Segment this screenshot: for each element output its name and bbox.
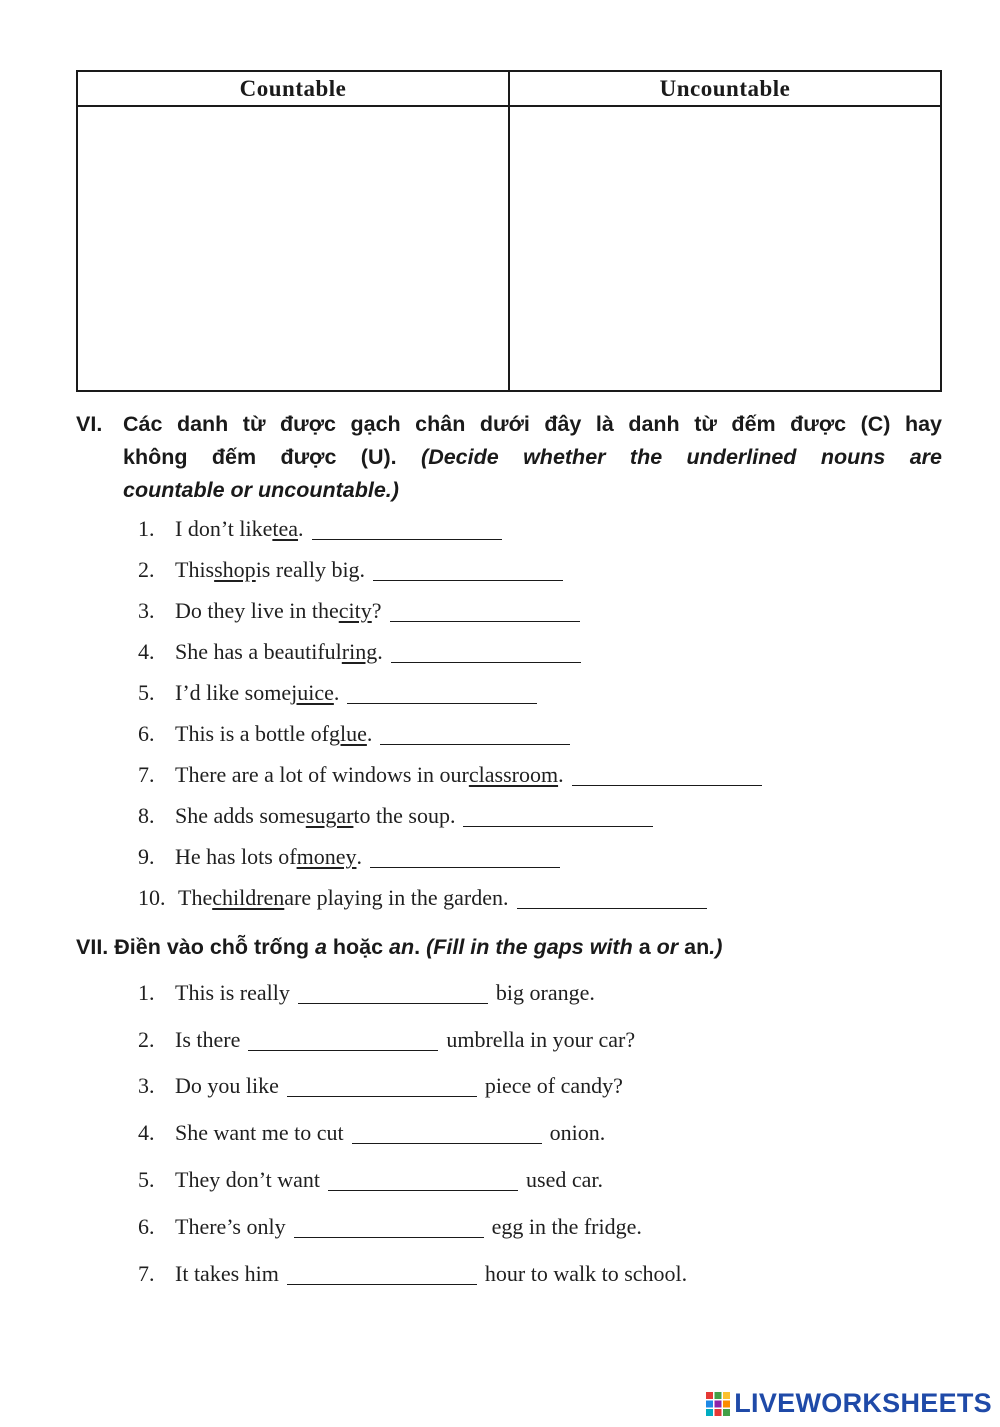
section-vii-english-an: an [684,935,710,959]
section-vii-prefix: Điền vào chỗ trống [114,935,315,959]
vii-item-6 [138,1213,642,1241]
answer-blank[interactable] [517,888,707,909]
answer-blank[interactable] [373,560,563,581]
answer-blank[interactable] [391,642,581,663]
sentence-before: This is really [175,980,290,1005]
sentence-before: This is a bottle of [175,721,329,746]
sorting-table [76,70,942,392]
countable-column [78,72,508,390]
vi-item-8 [138,802,653,830]
item-number: 8. [138,803,155,828]
sentence-after: onion. [549,1120,606,1145]
item-number: 1. [138,980,155,1005]
answer-blank[interactable] [312,519,502,540]
item-number: 2. [138,557,155,582]
sentence-after: ? [371,598,382,623]
sentence-after: . [366,721,373,746]
sentence-before: There are a lot of windows in our [175,762,469,787]
underlined-noun: sugar [305,803,354,828]
section-vi-line-1: Các danh từ được gạch chân dưới đây là danh từ đếm được (C) hay [123,412,942,436]
sentence-before: He has lots of [175,844,297,869]
item-number: 3. [138,598,155,623]
answer-blank[interactable] [248,1030,438,1051]
item-number: 2. [138,1027,155,1052]
answer-blank[interactable] [294,1217,484,1238]
item-number: 4. [138,1120,155,1145]
vi-item-1 [138,515,502,543]
underlined-noun: city [338,598,372,623]
answer-blank[interactable] [390,601,580,622]
underlined-noun: ring [341,639,378,664]
item-number: 7. [138,1261,155,1286]
section-vi-line-3: countable or uncountable.) [123,478,399,502]
vi-item-5 [138,679,537,707]
countable-drop-area[interactable] [78,107,508,390]
vi-item-2 [138,556,563,584]
vi-item-6 [138,720,570,748]
sentence-after: . [356,844,362,869]
uncountable-drop-area[interactable] [510,107,940,390]
vi-item-4 [138,638,581,666]
answer-blank[interactable] [328,1170,518,1191]
countable-header: Countable [78,72,508,107]
section-vi-heading [76,408,942,507]
uncountable-header: Uncountable [510,72,940,107]
sentence-before: Do they live in the [175,598,339,623]
vii-item-4 [138,1119,605,1147]
item-number: 6. [138,1214,155,1239]
section-vii-or: hoặc [326,935,390,959]
answer-blank[interactable] [380,724,570,745]
section-vii-english-or: or [650,935,685,959]
sentence-before: This [175,557,215,582]
answer-blank[interactable] [352,1123,542,1144]
sentence-before: Do you like [175,1073,279,1098]
sentence-after: egg in the fridge. [491,1214,642,1239]
underlined-noun: classroom [468,762,559,787]
item-number: 10. [138,885,166,910]
answer-blank[interactable] [572,765,762,786]
item-number: 6. [138,721,155,746]
section-vi-line-2 [123,441,942,474]
underlined-noun: money [296,844,357,869]
answer-blank[interactable] [463,806,653,827]
section-vii-english-start: (Fill in the gaps with [426,935,639,959]
vi-item-7 [138,761,762,789]
sentence-before: I’d like some [175,680,292,705]
underlined-noun: shop [214,557,256,582]
liveworksheets-logo[interactable] [705,1388,992,1419]
uncountable-column [508,72,940,390]
section-vi-line-2-plain: không đếm được (U). [123,445,397,469]
vi-item-3 [138,597,580,625]
sentence-after: piece of candy? [484,1073,623,1098]
sentence-after: . [333,680,340,705]
underlined-noun: juice [291,680,334,705]
item-number: 1. [138,516,155,541]
sentence-after: umbrella in your car? [446,1027,636,1052]
item-number: 3. [138,1073,155,1098]
answer-blank[interactable] [347,683,537,704]
underlined-noun: glue [328,721,367,746]
answer-blank[interactable] [370,847,560,868]
answer-blank[interactable] [287,1076,477,1097]
sentence-after: to the soup. [353,803,456,828]
sentence-before: They don’t want [175,1167,321,1192]
sentence-after: big orange. [495,980,595,1005]
section-vii-a: a [314,935,327,959]
section-vii-english-a: a [638,935,651,959]
logo-text: LIVEWORKSHEETS [734,1388,992,1418]
section-vii-heading [76,931,722,964]
sentence-before: It takes him [175,1261,279,1286]
sentence-after: is really big. [255,557,366,582]
sentence-before: She adds some [175,803,306,828]
section-vii-number: VII. [76,935,109,959]
sentence-after: used car. [526,1167,603,1192]
vii-item-1 [138,979,595,1007]
sentence-after: hour to walk to school. [484,1261,688,1286]
underlined-noun: tea [272,516,299,541]
sentence-before: I don’t like [175,516,273,541]
section-vii-dot: . [414,935,427,959]
item-number: 4. [138,639,155,664]
item-number: 7. [138,762,155,787]
item-number: 5. [138,680,155,705]
item-number: 9. [138,844,155,869]
item-number: 5. [138,1167,155,1192]
section-vi-line-2-english: (Decide whether the underlined nouns are [421,445,942,469]
section-vii-an: an [389,935,415,959]
vi-item-9 [138,843,560,871]
sentence-after: are playing in the garden. [284,885,509,910]
section-vi-number: VI. [76,412,103,436]
vii-item-3 [138,1072,623,1100]
vii-item-2 [138,1026,635,1054]
sentence-before: She want me to cut [175,1120,344,1145]
vii-item-7 [138,1260,687,1288]
answer-blank[interactable] [287,1264,477,1285]
sentence-before: Is there [175,1027,241,1052]
sentence-after: . [558,762,564,787]
sentence-after: . [377,639,383,664]
sentence-before: The [178,885,213,910]
liveworksheets-icon [705,1391,731,1417]
underlined-noun: children [212,885,285,910]
sentence-before: She has a beautiful [175,639,342,664]
answer-blank[interactable] [298,983,488,1004]
vii-item-5 [138,1166,603,1194]
sentence-before: There’s only [175,1214,286,1239]
sentence-after: . [298,516,304,541]
vi-item-10 [138,884,707,912]
section-vii-english-end: .) [709,935,723,959]
